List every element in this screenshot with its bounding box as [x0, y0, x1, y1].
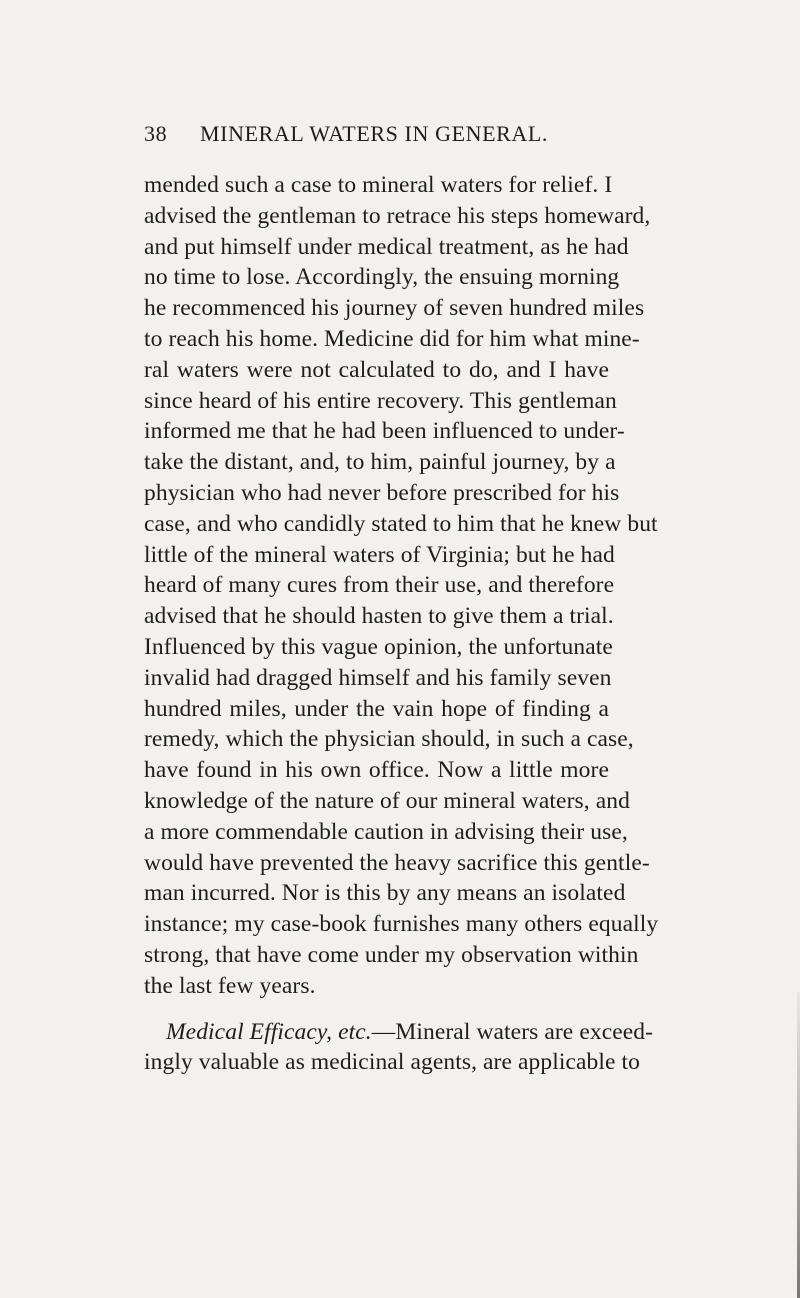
page-number: 38	[144, 121, 168, 146]
text-line: a more commendable caution in advising their use,	[144, 818, 628, 845]
text-line: have found in his own office. Now a little more	[144, 757, 609, 784]
text-line: would have prevented the heavy sacrifice this gentle-	[144, 849, 650, 876]
text-line: no time to lose. Accordingly, the ensuing morning	[144, 264, 620, 291]
text-line: advised the gentleman to retrace his steps homeward,	[144, 202, 651, 229]
text-line: the last few years.	[144, 972, 316, 999]
text-line: little of the mineral waters of Virginia; but he had	[144, 541, 615, 568]
paragraph-2-line-1-rest: —Mineral waters are exceed-	[371, 1018, 654, 1045]
text-line: informed me that he had been influenced to under-	[144, 418, 625, 445]
body-text	[144, 170, 659, 1078]
text-line: ingly valuable as medicinal agents, are applicable to	[144, 1049, 640, 1076]
text-line: he recommenced his journey of seven hundred miles	[144, 295, 645, 322]
text-line: mended such a case to mineral waters for relief. I	[144, 172, 613, 198]
text-line: strong, that have come under my observation within	[144, 941, 639, 968]
text-line: to reach his home. Medicine did for him what mine-	[144, 325, 640, 352]
page-title: MINERAL WATERS IN GENERAL.	[200, 121, 549, 146]
paragraph-gap	[144, 1002, 609, 1017]
running-head	[144, 117, 604, 151]
section-heading-medical-efficacy: Medical Efficacy, etc.	[166, 1018, 372, 1045]
text-line: Influenced by this vague opinion, the unfortunate	[144, 633, 613, 660]
text-line: remedy, which the physician should, in such a case,	[144, 726, 634, 753]
text-line	[144, 1017, 654, 1048]
paragraph-2	[144, 1017, 654, 1079]
text-line: hundred miles, under the vain hope of finding a	[144, 695, 609, 722]
text-line: man incurred. Nor is this by any means an isolated	[144, 880, 626, 907]
paragraph-1	[144, 170, 659, 1002]
text-line: heard of many cures from their use, and therefore	[144, 572, 615, 599]
text-line: advised that he should hasten to give them a trial.	[144, 603, 614, 630]
text-line: invalid had dragged himself and his family seven	[144, 664, 612, 691]
text-line: since heard of his entire recovery. This gentleman	[144, 387, 617, 414]
text-line: case, and who candidly stated to him that he knew but	[144, 510, 658, 537]
text-line: knowledge of the nature of our mineral waters, and	[144, 787, 630, 814]
text-line: instance; my case-book furnishes many others equally	[144, 911, 659, 938]
text-line: and put himself under medical treatment, as he had	[144, 233, 629, 260]
text-line: physician who had never before prescribed for his	[144, 479, 620, 506]
text-line: ral waters were not calculated to do, and I have	[144, 356, 609, 383]
text-line: take the distant, and, to him, painful journey, by a	[144, 449, 616, 476]
